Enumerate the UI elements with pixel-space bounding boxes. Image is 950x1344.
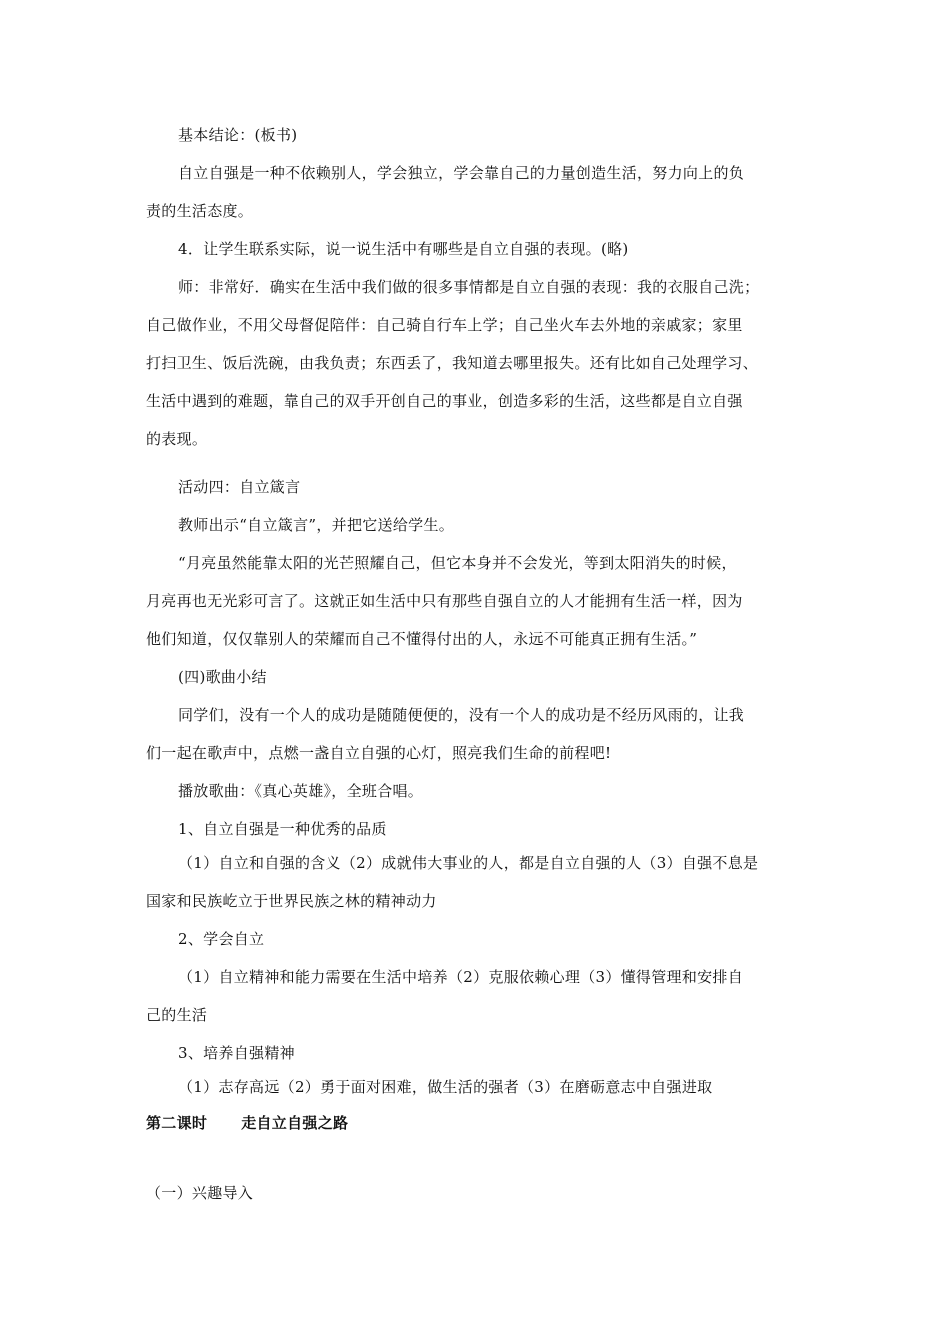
outline-item: 1、自立自强是一种优秀的品质	[178, 820, 387, 838]
paragraph-line: 自立自强是一种不依赖别人，学会独立，学会靠自己的力量创造生活，努力向上的负	[178, 164, 745, 182]
quote-line: 月亮再也无光彩可言了。这就正如生活中只有那些自强自立的人才能拥有生活一样，因为	[146, 592, 743, 610]
lesson-title: 走自立自强之路	[241, 1114, 349, 1132]
paragraph-line: 教师出示“自立箴言”，并把它送给学生。	[178, 516, 455, 534]
outline-subitems: 己的生活	[146, 1006, 208, 1024]
quote-line: 他们知道，仅仅靠别人的荣耀而自己不懂得付出的人，永远不可能真正拥有生活。”	[146, 630, 698, 648]
paragraph-line: 的表现。	[146, 430, 208, 448]
paragraph-line: 4．让学生联系实际，说一说生活中有哪些是自立自强的表现。(略)	[178, 240, 629, 258]
conclusion-label: 基本结论：(板书)	[178, 126, 298, 144]
quote-line: “月亮虽然能靠太阳的光芒照耀自己，但它本身并不会发光，等到太阳消失的时候，	[178, 554, 737, 572]
lesson-heading	[146, 1113, 348, 1133]
lesson-number: 第二课时	[146, 1114, 208, 1132]
paragraph-line: 播放歌曲：《真心英雄》，全班合唱。	[178, 782, 424, 800]
outline-subitems: （1）自立精神和能力需要在生活中培养（2）克服依赖心理（3）懂得管理和安排自	[178, 968, 744, 986]
paragraph-line: 师：非常好．确实在生活中我们做的很多事情都是自立自强的表现：我的衣服自己洗；	[178, 278, 760, 296]
outline-subitems: （1）自立和自强的含义（2）成就伟大事业的人，都是自立自强的人（3）自强不息是	[178, 854, 759, 872]
activity-title: 活动四：自立箴言	[178, 478, 301, 496]
outline-item: 2、学会自立	[178, 930, 265, 948]
outline-item: 3、培养自强精神	[178, 1044, 295, 1062]
paragraph-line: 自己做作业，不用父母督促陪伴：自己骑自行车上学；自己坐火车去外地的亲戚家；家里	[146, 316, 743, 334]
section-heading: （一）兴趣导入	[146, 1184, 254, 1202]
paragraph-line: 们一起在歌声中，点燃一盏自立自强的心灯，照亮我们生命的前程吧!	[146, 744, 612, 762]
paragraph-line: 责的生活态度。	[146, 202, 254, 220]
outline-subitems: （1）志存高远（2）勇于面对困难，做生活的强者（3）在磨砺意志中自强进取	[178, 1078, 713, 1096]
paragraph-line: 同学们，没有一个人的成功是随随便便的，没有一个人的成功是不经历风雨的，让我	[178, 706, 745, 724]
paragraph-line: 打扫卫生、饭后洗碗，由我负责；东西丢了，我知道去哪里报失。还有比如自己处理学习、	[146, 354, 759, 372]
section-subtitle: (四)歌曲小结	[178, 668, 267, 686]
outline-subitems: 国家和民族屹立于世界民族之林的精神动力	[146, 892, 437, 910]
paragraph-line: 生活中遇到的难题，靠自己的双手开创自己的事业，创造多彩的生活，这些都是自立自强	[146, 392, 743, 410]
